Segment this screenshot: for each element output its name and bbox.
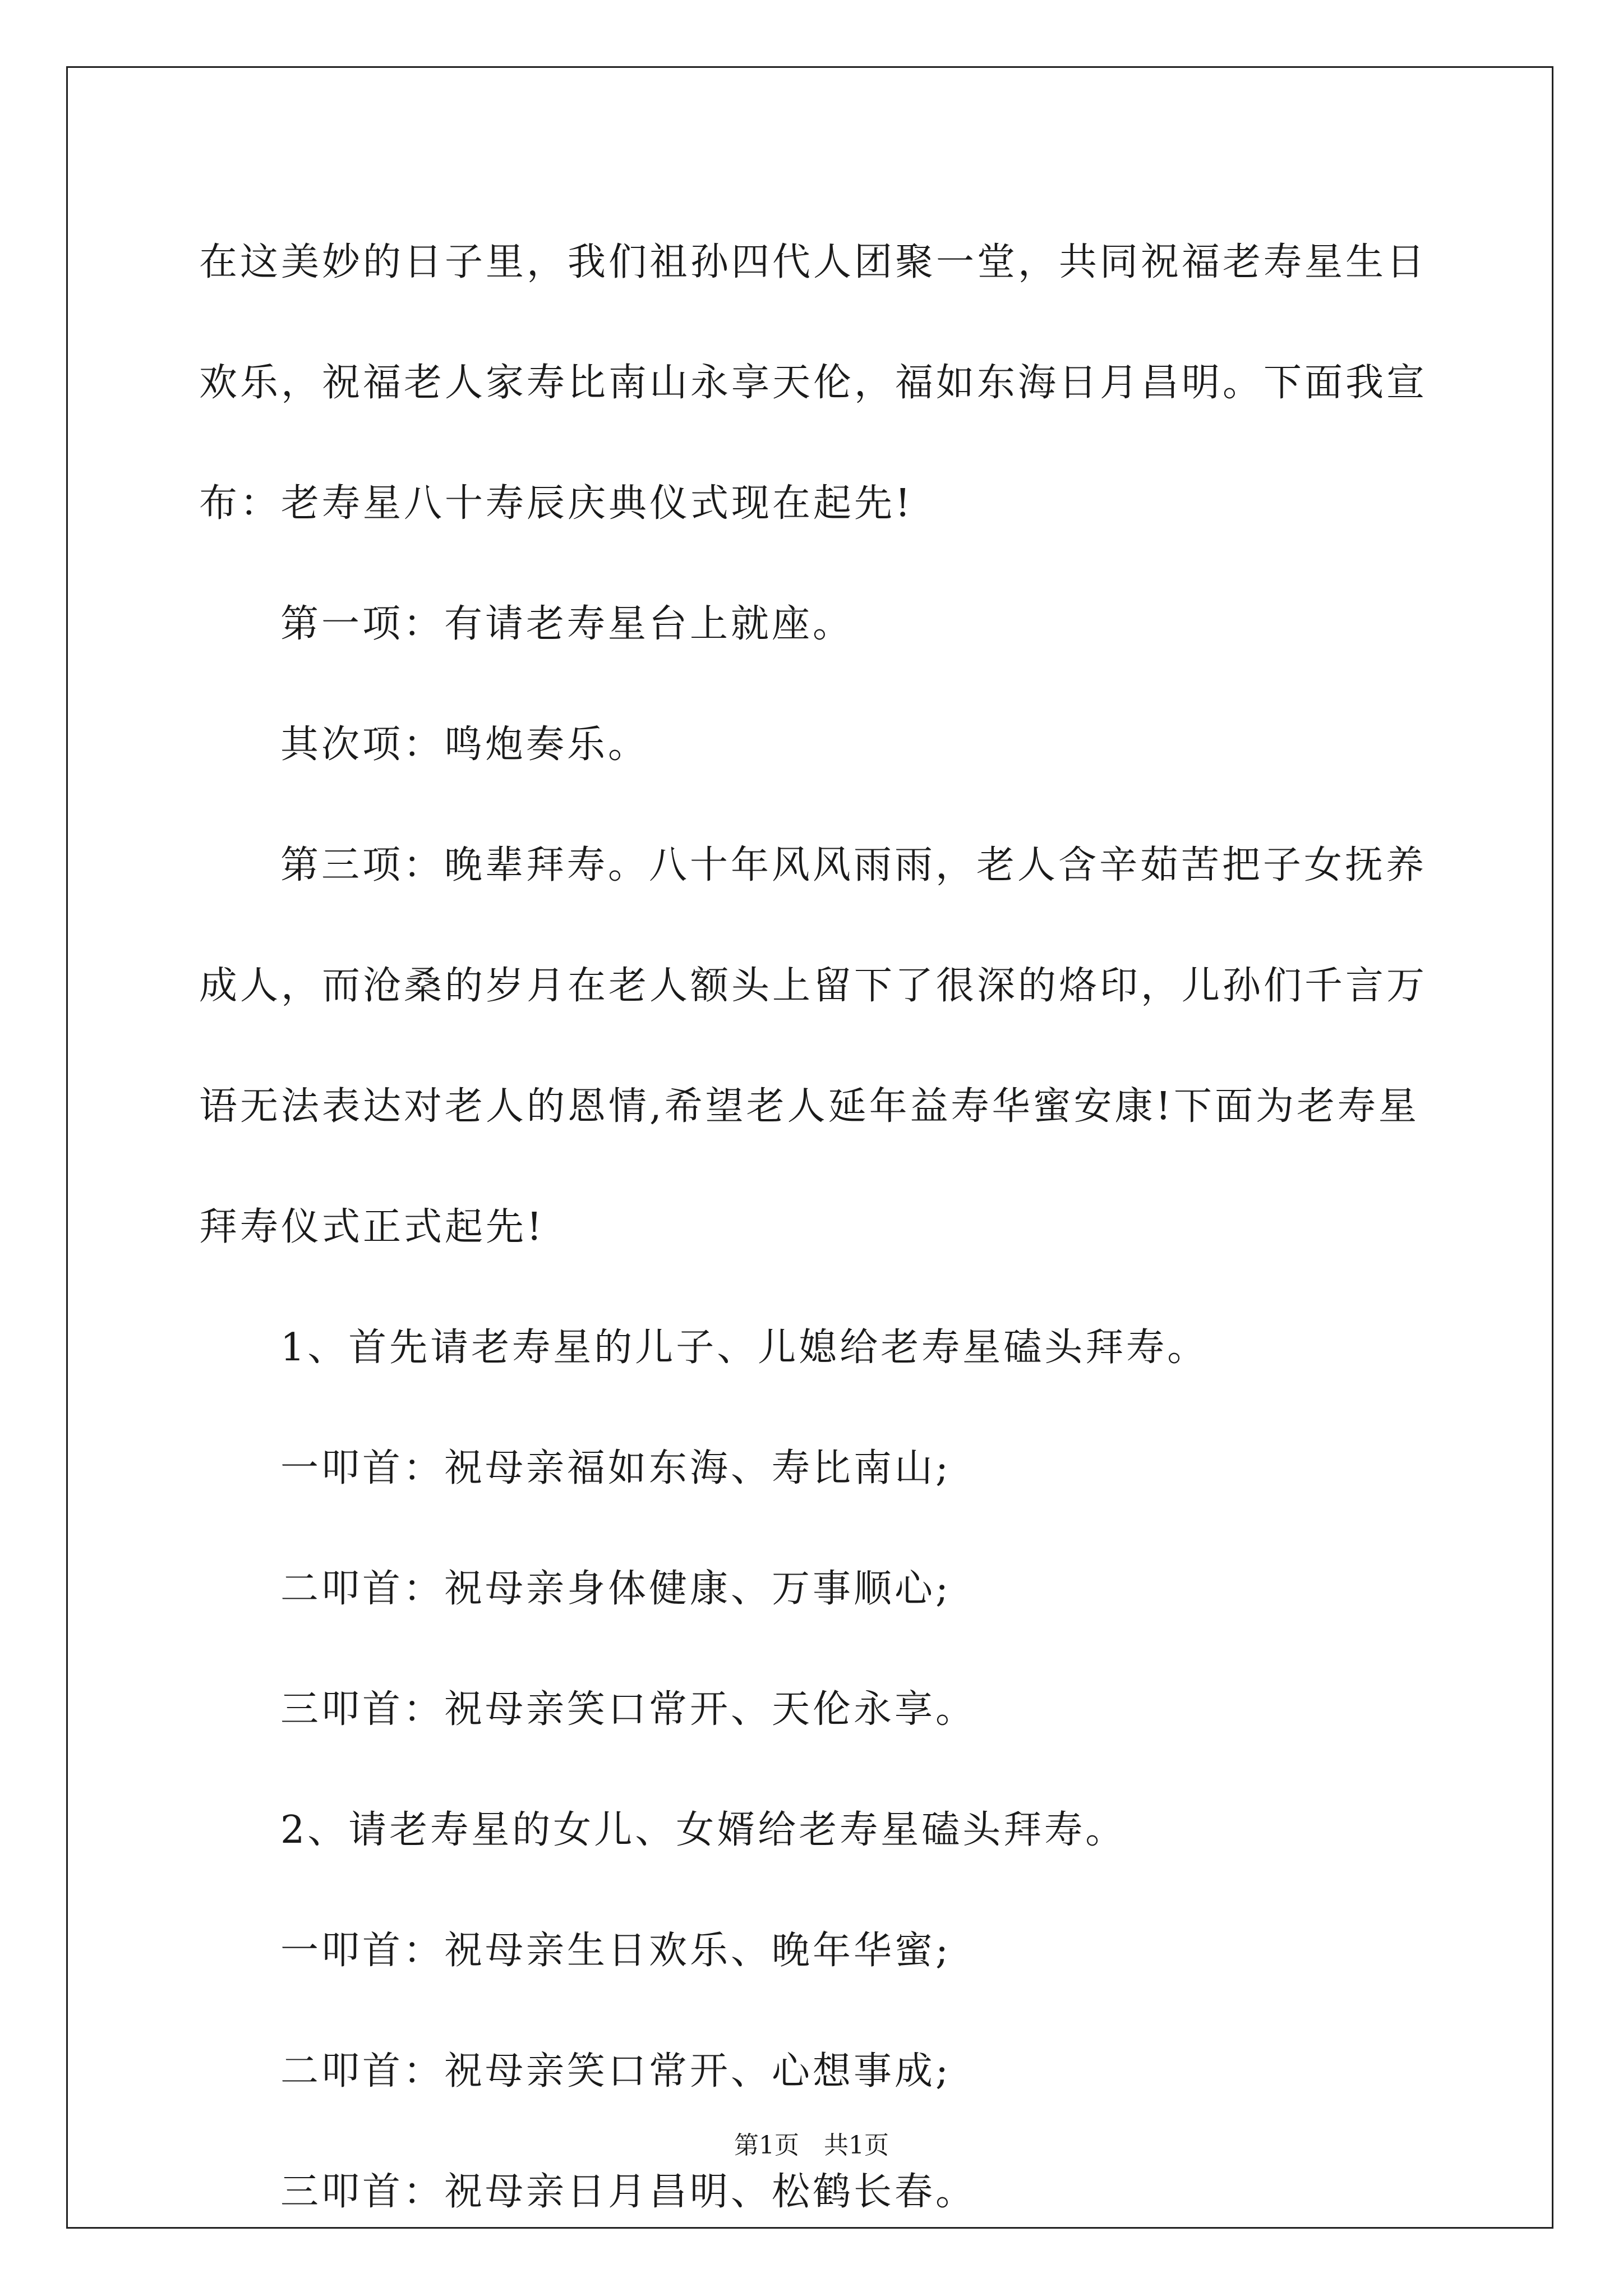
daughter-section [199, 1770, 1433, 2252]
item-3-line-3: 语无法表达对老人的恩情,希望老人延年益寿华蜜安康!下面为老寿星 [199, 1084, 1419, 1129]
page-number-footer: 第1页 共1页 [734, 2131, 889, 2160]
son-bow-1: 一叩首：祝母亲福如东海、寿比南山; [280, 1446, 951, 1490]
son-bow-3: 三叩首：祝母亲笑口常开、天伦永享。 [280, 1687, 977, 1732]
daughter-bow-3: 三叩首：祝母亲日月昌明、松鹤长春。 [280, 2170, 977, 2214]
item-3-line-1: 第三项：晚辈拜寿。八十年风风雨雨，老人含辛茹苦把子女抚养 [280, 843, 1427, 887]
item-3-line-2: 成人，而沧桑的岁月在老人额头上留下了很深的烙印，儿孙们千言万 [199, 964, 1428, 1008]
item-3-line-4: 拜寿仪式正式起先! [199, 1205, 545, 1249]
document-body [199, 202, 1433, 2252]
item-2-text: 其次项：鸣炮奏乐。 [280, 723, 649, 767]
item-1-paragraph [199, 564, 1433, 684]
son-section-heading: 1、首先请老寿星的儿子、儿媳给老寿星磕头拜寿。 [280, 1326, 1209, 1370]
item-3-paragraph [199, 805, 1433, 1287]
son-bow-2: 二叩首：祝母亲身体健康、万事顺心; [280, 1567, 951, 1611]
daughter-bow-1: 一叩首：祝母亲生日欢乐、晚年华蜜; [280, 1929, 951, 1973]
item-1-text: 第一项：有请老寿星台上就座。 [280, 602, 854, 646]
intro-line-1: 在这美妙的日子里，我们祖孙四代人团聚一堂，共同祝福老寿星生日 [199, 240, 1428, 284]
intro-paragraph [199, 202, 1433, 564]
daughter-section-heading: 2、请老寿星的女儿、女婿给老寿星磕头拜寿。 [280, 1808, 1127, 1852]
daughter-bow-2: 二叩首：祝母亲笑口常开、心想事成; [280, 2049, 951, 2093]
intro-line-3: 布：老寿星八十寿辰庆典仪式现在起先! [199, 481, 914, 526]
intro-line-2: 欢乐，祝福老人家寿比南山永享天伦，福如东海日月昌明。下面我宣 [199, 361, 1428, 405]
item-2-paragraph [199, 684, 1433, 805]
son-section [199, 1287, 1433, 1770]
